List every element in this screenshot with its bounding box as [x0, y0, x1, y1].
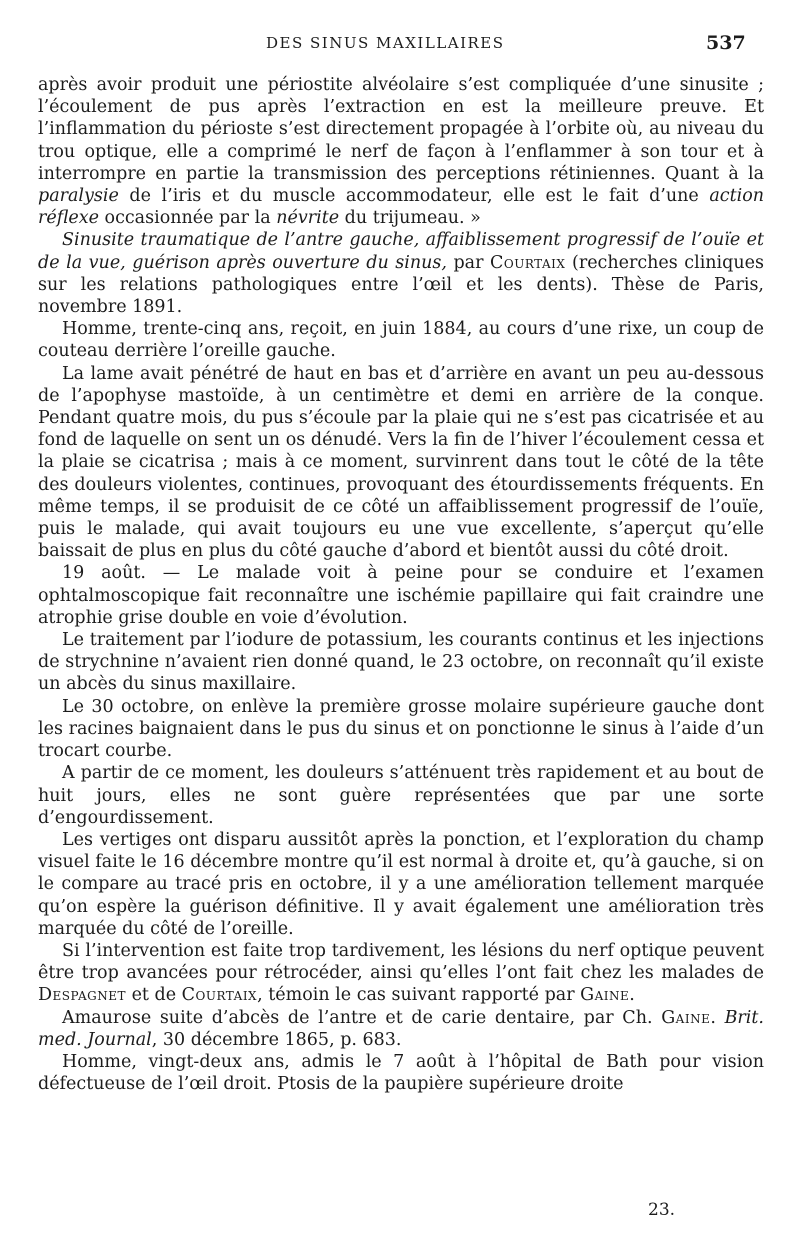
reference-courtaix: Sinusite traumatique de l’antre gauche, affaiblissement progressif de l’ouïe et de la vue, guérison après ouverture du sinus, par Courtaix (recherches cliniques sur les relations pathologiques entre l’œil et les dents). Thèse de Paris, novembre 1891.: [38, 230, 764, 318]
page-number: 537: [706, 32, 746, 54]
paragraph-6: Le traitement par l’iodure de potassium, les courants continus et les injections de strychnine n’avaient rien donné quand, le 23 octobre, on reconnaît qu’il existe un abcès du sinus maxillaire.: [38, 630, 764, 695]
signature-mark: 23.: [648, 1200, 676, 1220]
paragraph-7: Le 30 octobre, on enlève la première grosse molaire supérieure gauche dont les racines baignaient dans le pus du sinus et on ponctionne le sinus à l’aide d’un trocart courbe.: [38, 696, 764, 762]
paragraph-4: La lame avait pénétré de haut en bas et d’arrière en avant un peu au-dessous de l’apophyse mastoïde, à un centimètre et demi en arrière de la conque. Pendant quatre mois, du pus s’écoule par la plaie qui ne s’est pas cicatrisée et au fond de laquelle on sent un os dénudé. Vers la fin de l’hiver l’écoulement cessa et la plaie se cicatrisa ; mais à ce moment, survinrent dans tout le côté de la tête des douleurs violentes, continues, provoquant des étourdissements fréquents. En même temps, il se produisit de ce côté un affaiblissement progressif de l’ouïe, puis le malade, qui avait toujours eu une vue excellente, s’aperçut qu’elle baissait de plus en plus du côté gauche d’abord et bientôt aussi du côté droit.: [38, 363, 764, 562]
paragraph-12: Homme, vingt-deux ans, admis le 7 août à l’hôpital de Bath pour vision défectueuse de l’œil droit. Ptosis de la paupière supérieure droite: [38, 1051, 764, 1095]
paragraph-10: Si l’intervention est faite trop tardivement, les lésions du nerf optique peuvent être trop avancées pour rétrocéder, ainsi qu’elles l’ont fait chez les malades de Despagnet et de Courtaix, témoin le cas suivant rapporté par Gaine.: [38, 940, 764, 1006]
author-name: Courtaix: [490, 252, 566, 273]
paragraph-8: A partir de ce moment, les douleurs s’atténuent très rapidement et au bout de huit jours, elles ne sont guère représentées que par une sorte d’engourdissement.: [38, 763, 764, 828]
running-title: DES SINUS MAXILLAIRES: [266, 34, 505, 52]
paragraph-3: Homme, trente-cinq ans, reçoit, en juin 1884, au cours d’une rixe, un coup de couteau derrière l’oreille gauche.: [38, 319, 764, 362]
reference-gaine: Amaurose suite d’abcès de l’antre et de carie dentaire, par Ch. Gaine. Brit. med. Journal, 30 décembre 1865, p. 683.: [38, 1007, 764, 1050]
body-text: [38, 74, 764, 1095]
paragraph-5: 19 août. — Le malade voit à peine pour se conduire et l’examen ophtalmoscopique fait reconnaître une ischémie papillaire qui fait craindre une atrophie grise double en voie d’évolution.: [38, 563, 764, 628]
paragraph-9: Les vertiges ont disparu aussitôt après la ponction, et l’exploration du champ visuel faite le 16 décembre montre qu’il est normal à droite et, qu’à gauche, si on le compare au tracé pris en octobre, il y a une amélioration tellement marquée qu’on espère la guérison définitive. Il y avait également une amélioration très marquée du côté de l’oreille.: [38, 829, 764, 939]
paragraph-1: après avoir produit une périostite alvéolaire s’est compliquée d’une sinusite ; l’écoulement de pus après l’extraction en est la meilleure preuve. Et l’inflammation du périoste s’est directement propagée à l’orbite où, au niveau du trou optique, elle a comprimé le nerf de façon à l’enflammer à son tour et à interrompre en partie la transmission des perceptions rétiniennes. Quant à la paralysie de l’iris et du muscle accommodateur, elle est le fait d’une action réflexe occasionnée par la névrite du trijumeau. »: [38, 75, 764, 229]
